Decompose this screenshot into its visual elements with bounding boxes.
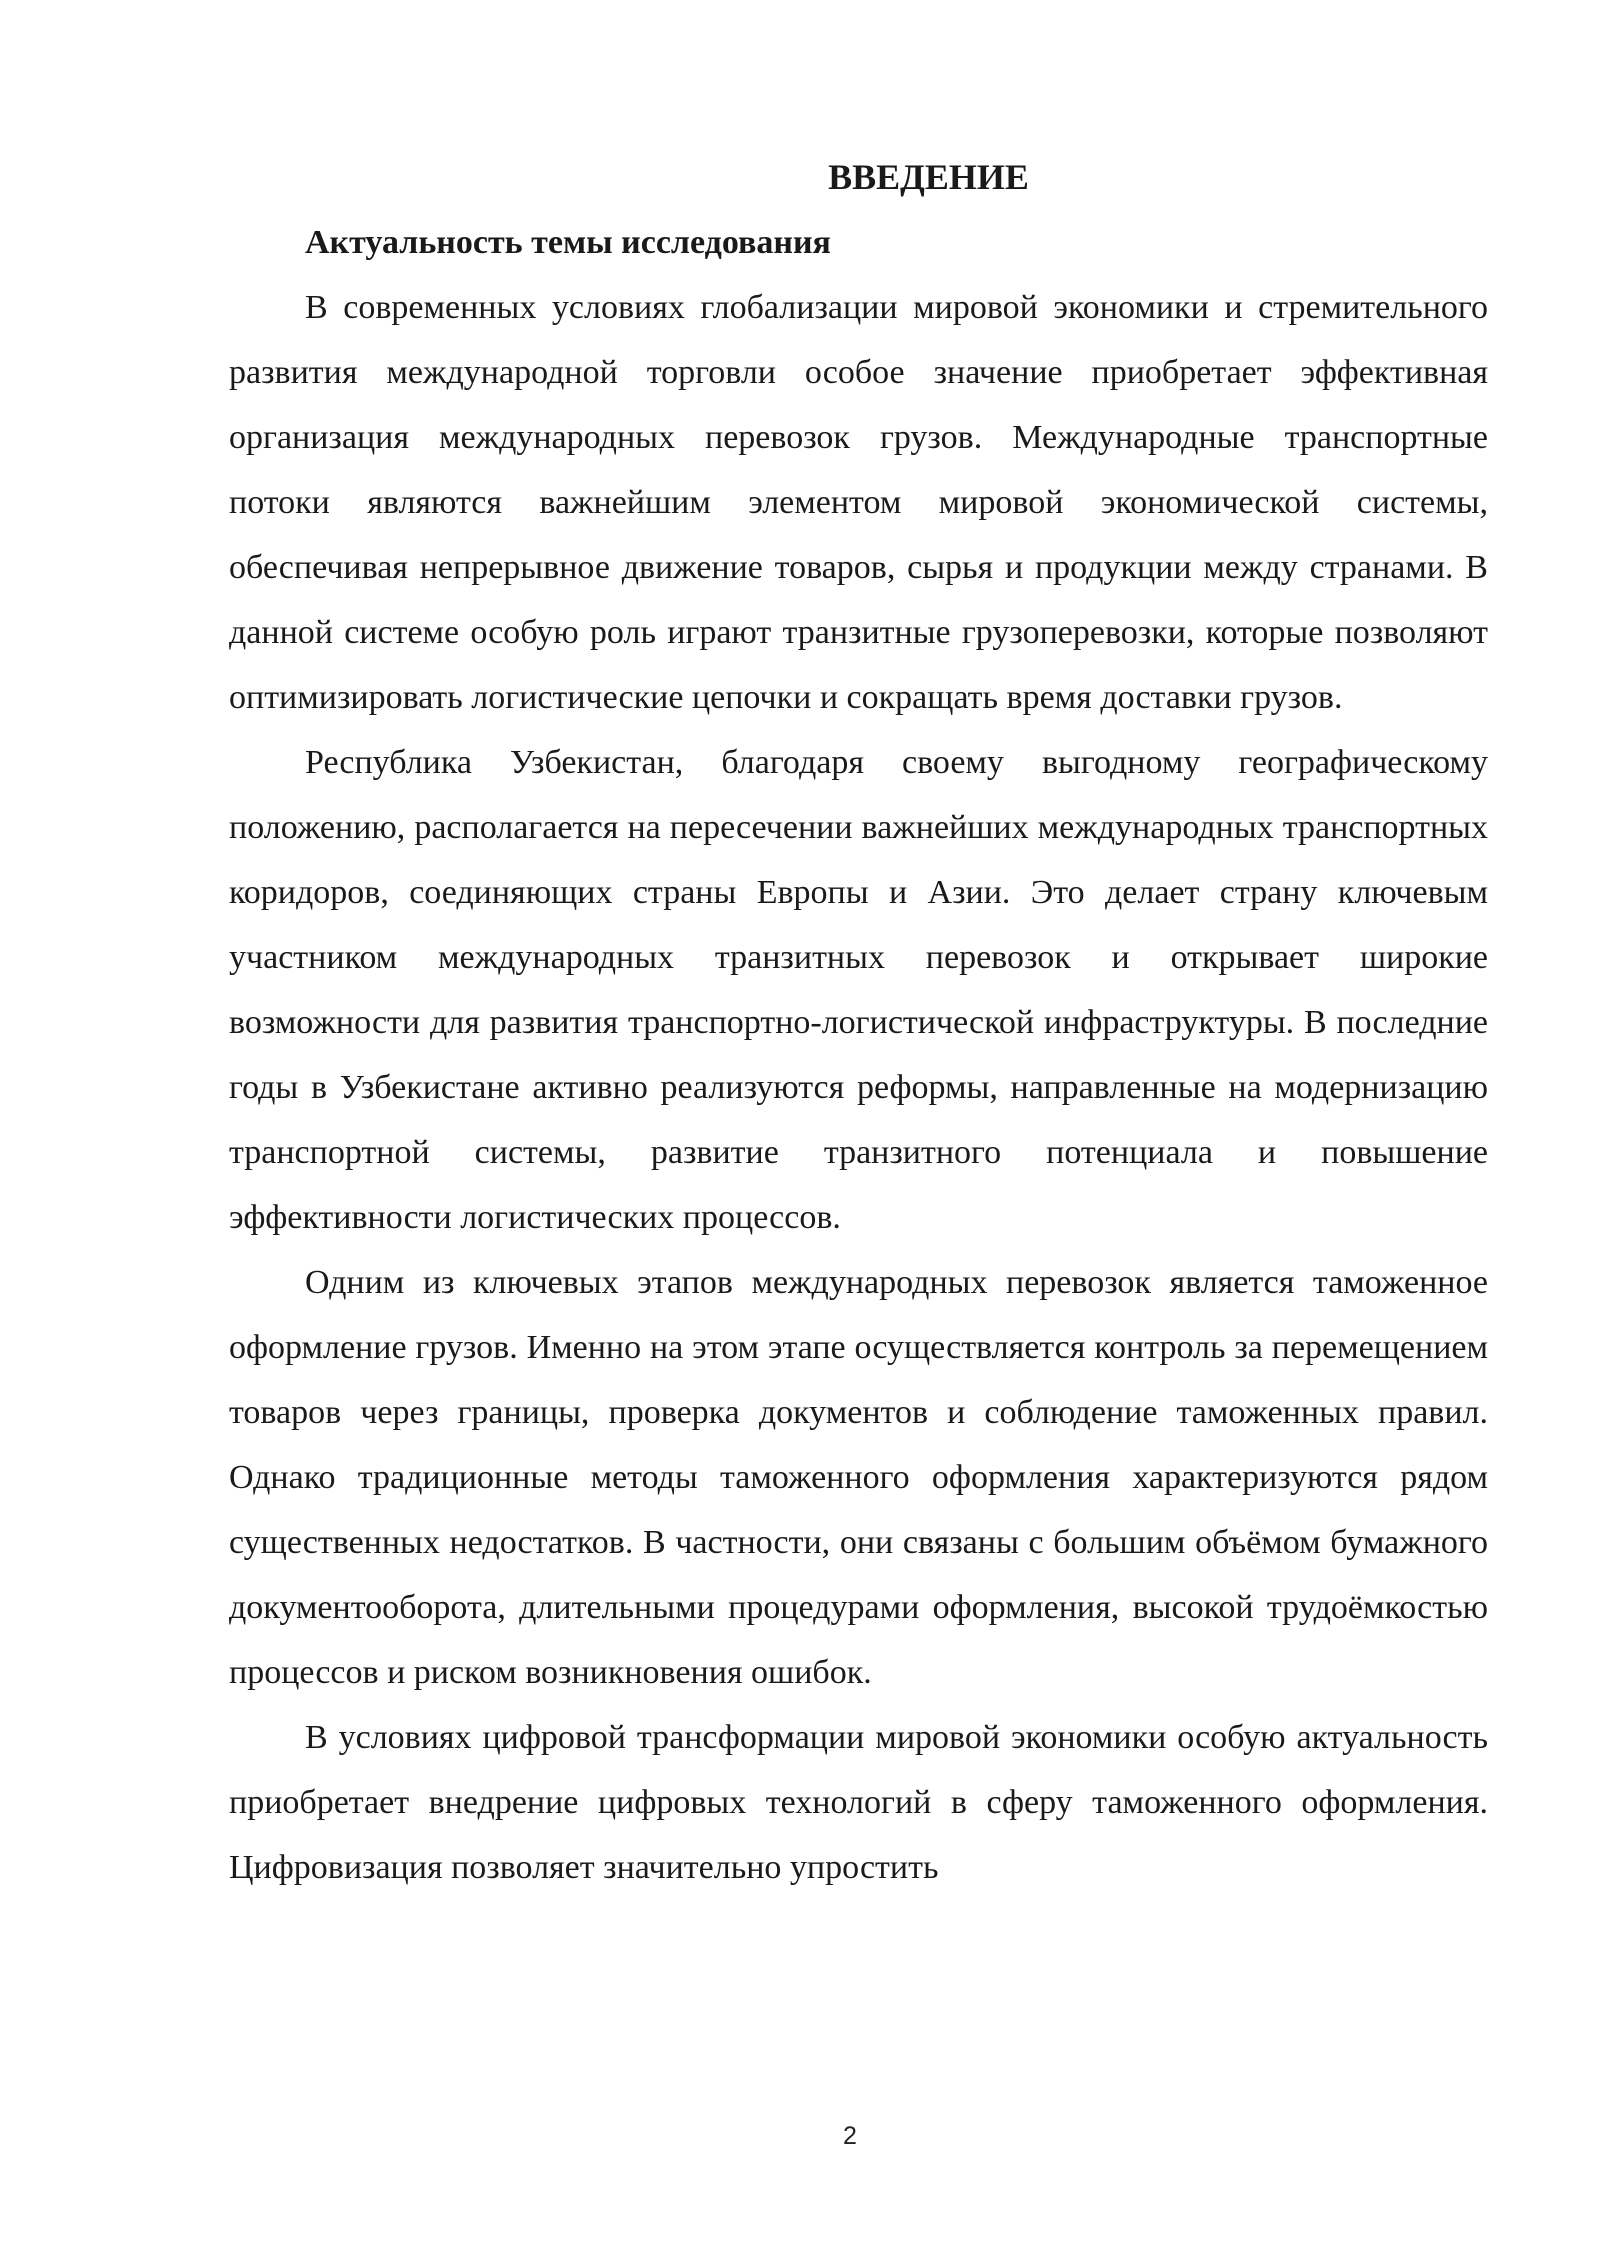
paragraph-1: В современных условиях глобализации мировой экономики и стремительного развития международной торговли особое значение приобретает эффективная организация международных перевозок грузов. Международные транспортные потоки являются важнейшим элементом мировой экономической системы, обеспечивая непрерывное движение товаров, сырья и продукции между странами. В данной системе особую роль играют транзитные грузоперевозки, которые позволяют оптимизировать логистические цепочки и сокращать время доставки грузов.	[229, 289, 1488, 716]
page-number: 2	[843, 2122, 857, 2150]
paragraph-4: В условиях цифровой трансформации мировой экономики особую актуальность приобретает внедрение цифровых технологий в сферу таможенного оформления. Цифровизация позволяет значительно упростить	[229, 1719, 1488, 1886]
document-title: ВВЕДЕНИЕ	[828, 157, 1029, 197]
page-content	[229, 145, 1488, 1900]
paragraph-2: Республика Узбекистан, благодаря своему выгодному географическому положению, располагается на пересечении важнейших международных транспортных коридоров, соединяющих страны Европы и Азии. Это делает страну ключевым участником международных транзитных перевозок и открывает широкие возможности для развития транспортно-логистической инфраструктуры. В последние годы в Узбекистане активно реализуются реформы, направленные на модернизацию транспортной системы, развитие транзитного потенциала и повышение эффективности логистических процессов.	[229, 744, 1488, 1236]
paragraph-3: Одним из ключевых этапов международных перевозок является таможенное оформление грузов. Именно на этом этапе осуществляется контроль за перемещением товаров через границы, проверка документов и соблюдение таможенных правил. Однако традиционные методы таможенного оформления характеризуются рядом существенных недостатков. В частности, они связаны с большим объёмом бумажного документооборота, длительными процедурами оформления, высокой трудоёмкостью процессов и риском возникновения ошибок.	[229, 1264, 1488, 1691]
section-heading: Актуальность темы исследования	[305, 224, 831, 261]
